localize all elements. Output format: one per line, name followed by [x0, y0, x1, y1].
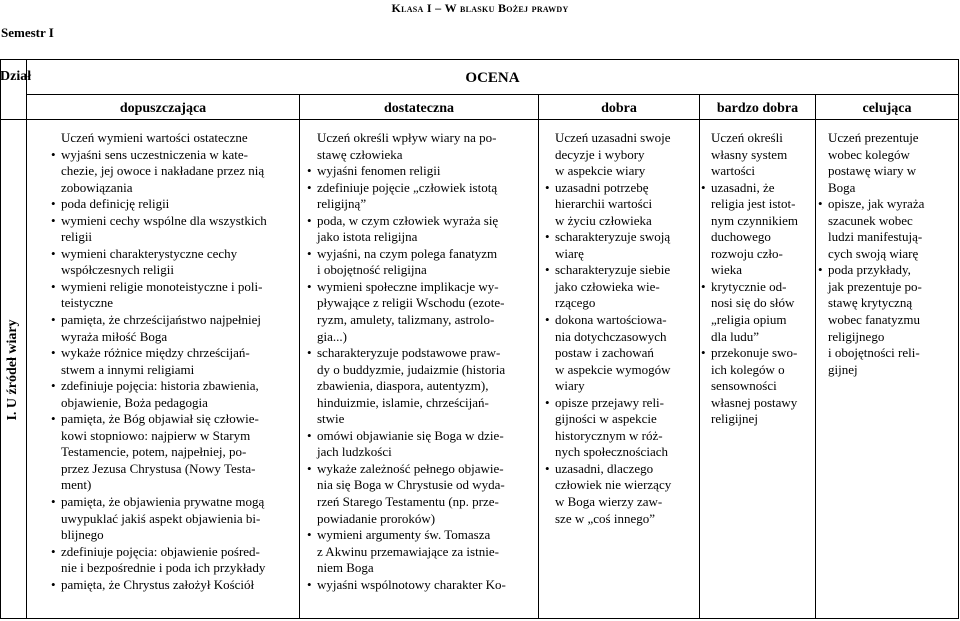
criteria-line: wieka [711, 262, 743, 278]
criteria-line: wartości [711, 163, 756, 179]
criteria-line: stawę człowieka [317, 146, 403, 162]
criteria-line: • wyjaśni, na czym polega fanatyzm [307, 246, 538, 263]
column-divider [299, 94, 300, 619]
criteria-line: pływające z religii Wschodu (ezote- [317, 295, 505, 311]
criteria-line: ryzm, amulety, talizmany, astrolo- [317, 312, 495, 328]
table-border-top [0, 59, 959, 60]
criteria-line: rzącego [555, 295, 596, 311]
criteria-line: jako istota religijna [317, 229, 418, 245]
criteria-line: • wymieni religie monoteistyczne i poli- [51, 279, 299, 296]
criteria-line: postaw i zachowań [555, 345, 654, 361]
criteria-list-dobra [545, 130, 699, 527]
criteria-line: • opisze, jak wyraża [818, 196, 958, 213]
criteria-list-celujaca [818, 130, 958, 378]
criteria-line: kowi stopniowo: najpierw w Starym [61, 427, 251, 443]
ocena-header: OCENA [465, 70, 520, 86]
criteria-line: nia się Boga w Chrystusie od wyda- [317, 477, 505, 493]
criteria-line: hinduizmie, islamie, chrześcijań- [317, 394, 489, 410]
criteria-line: własny system [711, 146, 788, 162]
section-label: I. U źródeł wiary [4, 319, 20, 421]
column-divider [699, 94, 700, 619]
criteria-line: i obojętności reli- [828, 345, 920, 361]
criteria-line: • uzasadni, dlaczego [545, 461, 699, 478]
criteria-line: • wykaże zależność pełnego objawie- [307, 461, 538, 478]
criteria-line: człowiek nie wierzący [555, 477, 672, 493]
section-cell [1, 121, 24, 619]
criteria-line: uwypuklać jakiś aspekt objawienia bi- [61, 510, 261, 526]
document-title: Klasa I – W blasku Bożej prawdy [391, 1, 569, 15]
criteria-line: i obojętność religijna [317, 262, 427, 278]
criteria-line: historycznym w róż- [555, 427, 663, 443]
criteria-line: w aspekcie wiary [555, 163, 646, 179]
criteria-line: stwem a innymi religiami [61, 361, 195, 377]
criteria-list-bardzo-dobra [701, 130, 815, 428]
criteria-line: gijności w aspekcie [555, 411, 657, 427]
criteria-line: • przekonuje swo- [701, 345, 815, 362]
criteria-line: szacunek wobec [828, 212, 913, 228]
criteria-line: • zdefiniuje pojęcia: objawienie pośred- [51, 544, 299, 561]
criteria-line: • wymieni argumenty św. Tomasza [307, 527, 538, 544]
criteria-line: chezie, jej owoce i nakładane przez nią [61, 163, 265, 179]
column-divider [538, 94, 539, 619]
criteria-line: • wymieni społeczne implikacje wy- [307, 279, 538, 296]
criteria-line: religijnego [828, 328, 885, 344]
criteria-line: z Akwinu przemawiające za istnie- [317, 543, 499, 559]
criteria-line: dla ludu” [711, 328, 760, 344]
criteria-line: • omówi objawianie się Boga w dzie- [307, 428, 538, 445]
criteria-line: gia...) [317, 328, 347, 344]
criteria-line: cych swoją wiarę [828, 245, 919, 261]
criteria-line: • poda przykłady, [818, 262, 958, 279]
criteria-line: gijnej [828, 361, 858, 377]
criteria-line: w Boga wierzy zaw- [555, 494, 663, 510]
criteria-line: • wykaże różnice między chrześcijań- [51, 345, 299, 362]
header-divider [26, 94, 959, 95]
level-header-celujaca: celująca [862, 101, 912, 116]
criteria-line: jako człowieka wie- [555, 278, 660, 294]
criteria-line: • zdefiniuje pojęcia: historia zbawienia, [51, 378, 299, 395]
dzial-header: Dział [0, 69, 32, 84]
criteria-line: religijną” [317, 196, 367, 212]
criteria-line: • wyjaśni wspólnotowy charakter Ko- [307, 577, 538, 594]
criteria-line: hierarchii wartości [555, 196, 653, 212]
criteria-line: decyzje i wybory [555, 146, 645, 162]
criteria-line: • opisze przejawy reli- [545, 395, 699, 412]
criteria-line: Uczeń uzasadni swoje [555, 130, 671, 145]
criteria-line: zobowiązania [61, 179, 133, 195]
criteria-line: w życiu człowieka [555, 212, 652, 228]
criteria-line: nym czynnikiem [711, 212, 799, 228]
criteria-line: Uczeń określi wpływ wiary na po- [317, 130, 497, 145]
criteria-list-dopuszczajaca [51, 130, 299, 593]
criteria-line: • scharakteryzuje siebie [545, 262, 699, 279]
criteria-line: • krytycznie od- [701, 279, 815, 296]
criteria-line: ludzi manifestują- [828, 229, 923, 245]
level-header-dobra: dobra [601, 101, 637, 116]
criteria-line: własnej postawy [711, 394, 798, 410]
criteria-line: nych społecznościach [555, 444, 668, 460]
criteria-line: religijnej [711, 411, 758, 427]
table-border-right [958, 59, 959, 619]
criteria-line: • scharakteryzuje podstawowe praw- [307, 345, 538, 362]
criteria-line: teistyczne [61, 295, 113, 311]
criteria-line: nosi się do słów [711, 295, 795, 311]
criteria-line: zbawienia, diaspora, autentyzm), [317, 378, 489, 394]
criteria-line: objawienie, Boża pedagogia [61, 394, 208, 410]
criteria-line: • wymieni charakterystyczne cechy [51, 246, 299, 263]
criteria-list-dostateczna [307, 130, 538, 593]
criteria-line: duchowego [711, 229, 771, 245]
criteria-line: • wyjaśni fenomen religii [307, 163, 538, 180]
criteria-line: religia jest istot- [711, 196, 796, 212]
criteria-line: blijnego [61, 527, 104, 543]
criteria-line: • zdefiniuje pojęcie „człowiek istotą [307, 180, 538, 197]
criteria-line: • scharakteryzuje swoją [545, 229, 699, 246]
column-divider [815, 94, 816, 619]
criteria-line: wobec fanatyzmu [828, 312, 921, 328]
criteria-line: nie i bezpośrednie i poda ich przykłady [61, 560, 266, 576]
criteria-line: Uczeń wymieni wartości ostateczne [61, 130, 248, 145]
criteria-line: wiary [555, 378, 585, 394]
criteria-line: sze w „coś innego” [555, 510, 655, 526]
criteria-line: przez Jezusa Chrystusa (Nowy Testa- [61, 460, 256, 476]
criteria-line: dy o buddyzmie, judaizmie (historia [317, 361, 506, 377]
criteria-line: postawę wiary w [828, 163, 917, 179]
criteria-line: Uczeń prezentuje [828, 130, 919, 145]
criteria-line: rzeń Starego Testamentu (np. prze- [317, 494, 499, 510]
criteria-line: wobec kolegów [828, 146, 910, 162]
criteria-line: • wymieni cechy wspólne dla wszystkich [51, 213, 299, 230]
criteria-line: ich kolegów o [711, 361, 785, 377]
criteria-line: „religia opium [711, 312, 787, 328]
criteria-line: • dokona wartościowa- [545, 312, 699, 329]
criteria-line: wiarę [555, 245, 584, 261]
criteria-line: • pamięta, że objawienia prywatne mogą [51, 494, 299, 511]
criteria-line: niem Boga [317, 560, 374, 576]
criteria-line: stwie [317, 411, 345, 427]
criteria-line: ment) [61, 477, 92, 493]
criteria-line: rozwoju czło- [711, 245, 783, 261]
criteria-line: • poda, w czym człowiek wyraża się [307, 213, 538, 230]
level-header-dostateczna: dostateczna [384, 101, 454, 116]
level-header-dopuszczajaca: dopuszczająca [119, 101, 207, 116]
criteria-line: powiadanie proroków) [317, 510, 436, 526]
criteria-line: religii [61, 229, 93, 245]
criteria-line: Uczeń określi [711, 130, 783, 145]
criteria-line: Boga [828, 179, 856, 195]
criteria-line: • pamięta, że chrześcijaństwo najpełniej [51, 312, 299, 329]
criteria-line: sensowności [711, 378, 777, 394]
column-divider [26, 59, 27, 619]
criteria-line: • pamięta, że Chrystus założył Kościół [51, 577, 299, 594]
level-header-bardzo-dobra: bardzo dobra [716, 101, 799, 116]
criteria-line: jach ludzkości [317, 444, 392, 460]
criteria-line: jak prezentuje po- [828, 278, 922, 294]
criteria-line: w aspekcie wymogów [555, 361, 671, 377]
criteria-line: Testamencie, potem, najpełniej, po- [61, 444, 247, 460]
criteria-line: • uzasadni, że [701, 180, 815, 197]
criteria-line: • wyjaśni sens uczestniczenia w kate- [51, 147, 299, 164]
criteria-line: • pamięta, że Bóg objawiał się człowie- [51, 411, 299, 428]
grading-table [0, 59, 959, 619]
criteria-line: • uzasadni potrzebę [545, 180, 699, 197]
criteria-line: • poda definicję religii [51, 196, 299, 213]
semester-label: Semestr I [1, 25, 54, 40]
criteria-line: nia dotychczasowych [555, 328, 667, 344]
criteria-line: współczesnych religii [61, 262, 174, 278]
criteria-line: stawę krytyczną [828, 295, 913, 311]
criteria-line: wyraża miłość Boga [61, 328, 168, 344]
